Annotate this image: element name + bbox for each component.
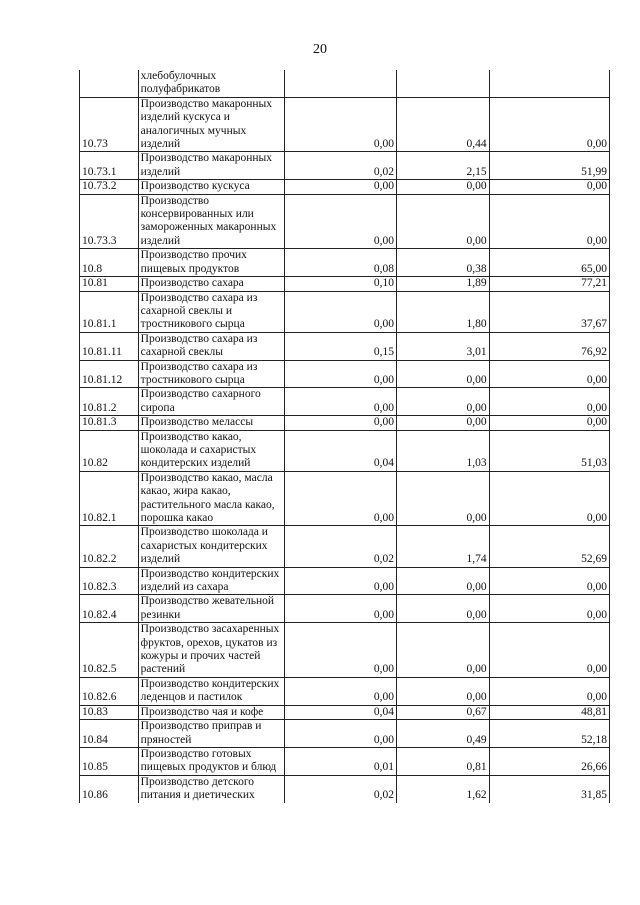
value-cell-2: 0,00 [396,388,489,416]
code-cell: 10.83 [80,705,139,719]
value-cell-1: 0,15 [284,332,396,360]
value-cell-1: 0,02 [284,152,396,180]
table-row [80,194,610,249]
value-cell-1: 0,02 [284,526,396,567]
value-cell-3: 0,00 [489,388,609,416]
code-cell: 10.73 [80,97,139,152]
value-cell-3: 0,00 [489,194,609,249]
value-cell-3: 76,92 [489,332,609,360]
value-cell-3: 51,99 [489,152,609,180]
code-cell: 10.81.11 [80,332,139,360]
name-cell: Производство приправ и пряностей [138,720,284,748]
name-cell: Производство кускуса [138,180,284,194]
code-cell: 10.82.5 [80,623,139,678]
table-row [80,677,610,705]
value-cell-1: 0,00 [284,623,396,678]
value-cell-3: 52,18 [489,720,609,748]
value-cell-3: 0,00 [489,567,609,595]
name-cell: Производство жевательной резинки [138,595,284,623]
name-cell: Производство готовых пищевых продуктов и блюд [138,747,284,775]
name-cell: Производство консервированных или замороженных макаронных изделий [138,194,284,249]
value-cell-3: 26,66 [489,747,609,775]
value-cell-3: 52,69 [489,526,609,567]
code-cell: 10.84 [80,720,139,748]
value-cell-2: 0,67 [396,705,489,719]
code-cell: 10.73.1 [80,152,139,180]
value-cell-1: 0,04 [284,430,396,471]
value-cell-3: 0,00 [489,97,609,152]
value-cell-1: 0,02 [284,775,396,802]
table-row [80,430,610,471]
value-cell-3: 31,85 [489,775,609,802]
value-cell-1 [284,70,396,97]
name-cell: Производство мелассы [138,416,284,430]
value-cell-3 [489,70,609,97]
table-row [80,623,610,678]
name-cell: Производство чая и кофе [138,705,284,719]
value-cell-1: 0,00 [284,471,396,526]
table-row [80,471,610,526]
code-cell [80,70,139,97]
value-cell-1: 0,00 [284,194,396,249]
value-cell-2: 1,89 [396,277,489,291]
table-row [80,595,610,623]
code-cell: 10.85 [80,747,139,775]
value-cell-1: 0,08 [284,249,396,277]
value-cell-1: 0,00 [284,360,396,388]
value-cell-3: 37,67 [489,291,609,332]
value-cell-1: 0,00 [284,97,396,152]
code-cell: 10.73.2 [80,180,139,194]
value-cell-3: 48,81 [489,705,609,719]
value-cell-3: 65,00 [489,249,609,277]
name-cell: Производство шоколада и сахаристых кондитерских изделий [138,526,284,567]
name-cell: Производство кондитерских изделий из сахара [138,567,284,595]
value-cell-2: 0,44 [396,97,489,152]
name-cell: Производство макаронных изделий кускуса и аналогичных мучных изделий [138,97,284,152]
name-cell: Производство какао, масла какао, жира какао, растительного масла какао, порошка какао [138,471,284,526]
value-cell-3: 0,00 [489,180,609,194]
table-row [80,180,610,194]
value-cell-3: 77,21 [489,277,609,291]
value-cell-2: 0,00 [396,623,489,678]
value-cell-3: 0,00 [489,595,609,623]
code-cell: 10.81.2 [80,388,139,416]
name-cell: Производство макаронных изделий [138,152,284,180]
value-cell-3: 0,00 [489,677,609,705]
table-row [80,747,610,775]
table-body [80,70,610,803]
name-cell: Производство кондитерских леденцов и пастилок [138,677,284,705]
value-cell-2 [396,70,489,97]
code-cell: 10.82.3 [80,567,139,595]
value-cell-2: 0,00 [396,471,489,526]
value-cell-1: 0,10 [284,277,396,291]
name-cell: Производство прочих пищевых продуктов [138,249,284,277]
table-row [80,526,610,567]
value-cell-2: 0,00 [396,194,489,249]
value-cell-1: 0,00 [284,180,396,194]
value-cell-2: 0,49 [396,720,489,748]
value-cell-2: 0,38 [396,249,489,277]
value-cell-2: 1,03 [396,430,489,471]
table-row [80,775,610,802]
code-cell: 10.81.12 [80,360,139,388]
value-cell-1: 0,04 [284,705,396,719]
value-cell-3: 51,03 [489,430,609,471]
table-row [80,720,610,748]
value-cell-2: 0,00 [396,360,489,388]
value-cell-2: 3,01 [396,332,489,360]
table-row [80,249,610,277]
code-cell: 10.8 [80,249,139,277]
code-cell: 10.86 [80,775,139,802]
table-row [80,332,610,360]
value-cell-1: 0,00 [284,677,396,705]
value-cell-1: 0,01 [284,747,396,775]
value-cell-2: 1,80 [396,291,489,332]
value-cell-1: 0,00 [284,595,396,623]
table-row [80,567,610,595]
code-cell: 10.81.1 [80,291,139,332]
activity-table [79,70,610,803]
code-cell: 10.82.6 [80,677,139,705]
page-number: 20 [313,42,327,57]
value-cell-2: 0,00 [396,416,489,430]
table-row [80,152,610,180]
table-row [80,70,610,97]
value-cell-3: 0,00 [489,360,609,388]
value-cell-2: 0,00 [396,595,489,623]
value-cell-2: 2,15 [396,152,489,180]
table-row [80,705,610,719]
value-cell-2: 1,74 [396,526,489,567]
code-cell: 10.81 [80,277,139,291]
value-cell-2: 1,62 [396,775,489,802]
value-cell-2: 0,00 [396,567,489,595]
value-cell-1: 0,00 [284,567,396,595]
table-row [80,388,610,416]
name-cell: Производство детского питания и диетических [138,775,284,802]
table-row [80,416,610,430]
name-cell: Производство сахарного сиропа [138,388,284,416]
name-cell: Производство сахара из тростникового сырца [138,360,284,388]
table-row [80,277,610,291]
value-cell-2: 0,00 [396,677,489,705]
value-cell-3: 0,00 [489,416,609,430]
value-cell-1: 0,00 [284,291,396,332]
code-cell: 10.81.3 [80,416,139,430]
code-cell: 10.73.3 [80,194,139,249]
name-cell: Производство сахара из сахарной свеклы и тростникового сырца [138,291,284,332]
value-cell-1: 0,00 [284,720,396,748]
value-cell-2: 0,81 [396,747,489,775]
value-cell-1: 0,00 [284,416,396,430]
value-cell-3: 0,00 [489,471,609,526]
name-cell: Производство сахара из сахарной свеклы [138,332,284,360]
code-cell: 10.82.4 [80,595,139,623]
name-cell: Производство какао, шоколада и сахаристых кондитерских изделий [138,430,284,471]
name-cell: хлебобулочных полуфабрикатов [138,70,284,97]
table-row [80,97,610,152]
table-row [80,291,610,332]
value-cell-3: 0,00 [489,623,609,678]
table-row [80,360,610,388]
name-cell: Производство засахаренных фруктов, орехов, цукатов из кожуры и прочих частей растений [138,623,284,678]
value-cell-1: 0,00 [284,388,396,416]
code-cell: 10.82 [80,430,139,471]
code-cell: 10.82.2 [80,526,139,567]
name-cell: Производство сахара [138,277,284,291]
value-cell-2: 0,00 [396,180,489,194]
code-cell: 10.82.1 [80,471,139,526]
